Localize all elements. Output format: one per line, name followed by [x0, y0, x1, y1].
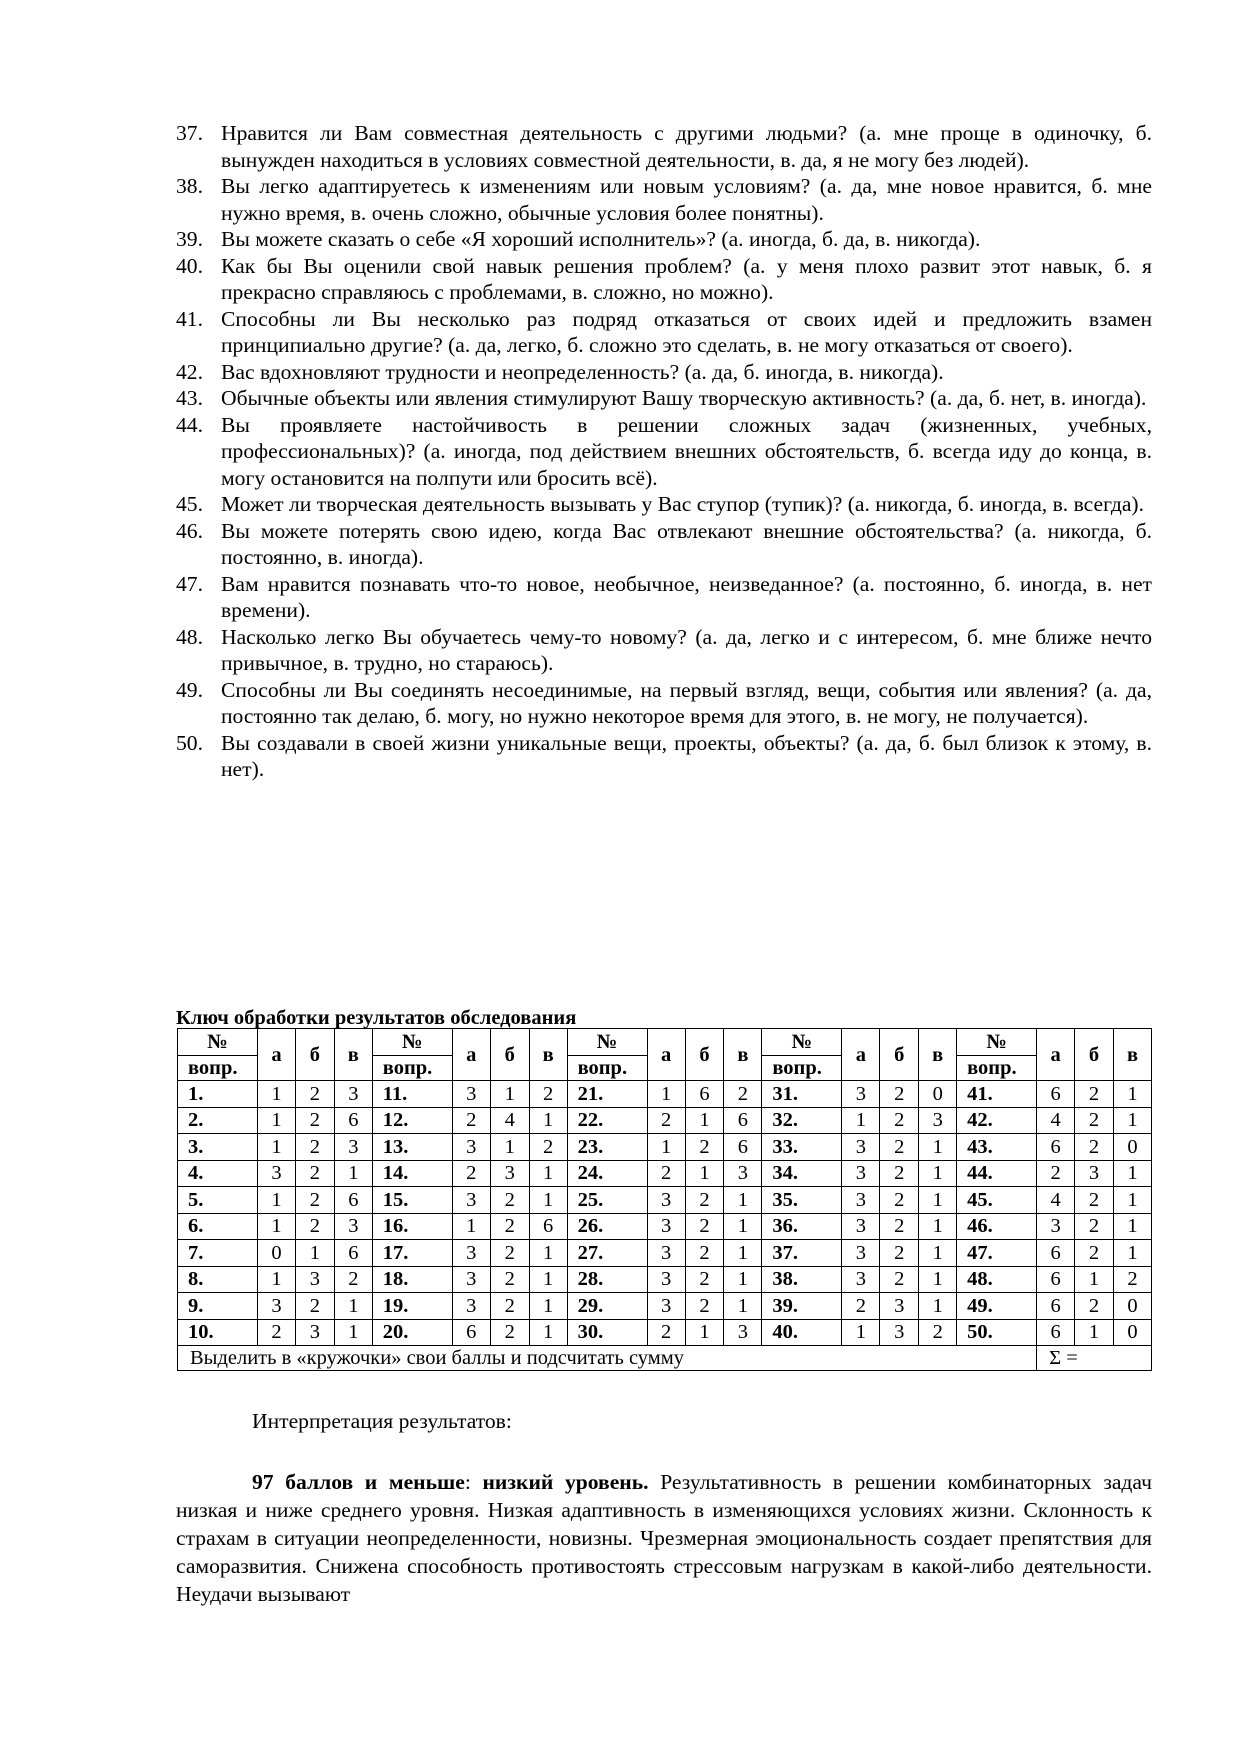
header-answer-letter: а [842, 1029, 880, 1081]
score-cell: 3 [724, 1160, 762, 1187]
question-number-cell: 5. [178, 1187, 258, 1214]
header-answer-letter: а [258, 1029, 296, 1081]
score-cell: 6 [1037, 1240, 1075, 1267]
score-cell: 1 [1114, 1081, 1152, 1108]
score-cell: 6 [1037, 1134, 1075, 1161]
question-text: Нравится ли Вам совместная деятельность с другими людьми? (а. мне проще в одиночку, б. вынужден находиться в условиях совместной деятельности, в. да, я не могу без людей). [221, 121, 1152, 172]
score-cell: 2 [1075, 1081, 1114, 1108]
score-cell: 2 [685, 1134, 724, 1161]
question-number-cell: 27. [567, 1240, 647, 1267]
score-cell: 1 [685, 1107, 724, 1134]
score-cell: 1 [919, 1240, 957, 1267]
question-text: Как бы Вы оценили свой навык решения проблем? (а. у меня плохо развит этот навык, б. я прекрасно справляюсь с проблемами, в. сложно, но можно). [221, 253, 1152, 304]
question-number: 39. [176, 227, 203, 251]
header-question-label: вопр. [567, 1056, 647, 1081]
score-cell: 1 [724, 1240, 762, 1267]
header-number-sign: № [372, 1029, 452, 1056]
score-cell: 2 [1075, 1134, 1114, 1161]
score-cell: 2 [880, 1081, 919, 1108]
score-cell: 1 [529, 1187, 567, 1214]
score-cell: 1 [529, 1293, 567, 1320]
question-number-cell: 34. [762, 1160, 842, 1187]
score-cell: 2 [880, 1240, 919, 1267]
score-cell: 4 [1037, 1187, 1075, 1214]
score-cell: 2 [685, 1266, 724, 1293]
score-cell: 3 [452, 1266, 490, 1293]
question-item [176, 359, 1152, 386]
question-number-cell: 50. [957, 1319, 1037, 1346]
score-cell: 3 [490, 1160, 529, 1187]
score-cell: 3 [842, 1160, 880, 1187]
score-cell: 1 [258, 1134, 296, 1161]
score-cell: 2 [647, 1107, 685, 1134]
question-number-cell: 15. [372, 1187, 452, 1214]
score-cell: 2 [685, 1240, 724, 1267]
question-number: 40. [176, 253, 203, 278]
header-answer-letter: б [490, 1029, 529, 1081]
table-row [178, 1107, 1152, 1134]
question-number-cell: 37. [762, 1240, 842, 1267]
score-cell: 1 [258, 1187, 296, 1214]
question-number-cell: 24. [567, 1160, 647, 1187]
question-number-cell: 49. [957, 1293, 1037, 1320]
score-cell: 6 [1037, 1266, 1075, 1293]
question-item [176, 571, 1152, 624]
question-number: 42. [176, 359, 203, 384]
score-cell: 2 [295, 1160, 334, 1187]
question-item [176, 253, 1152, 306]
score-cell: 1 [490, 1134, 529, 1161]
question-number-cell: 43. [957, 1134, 1037, 1161]
score-cell: 1 [529, 1319, 567, 1346]
question-number-cell: 32. [762, 1107, 842, 1134]
table-row [178, 1134, 1152, 1161]
question-number-cell: 12. [372, 1107, 452, 1134]
score-cell: 3 [452, 1081, 490, 1108]
score-cell: 1 [529, 1107, 567, 1134]
table-row [178, 1319, 1152, 1346]
header-question-label: вопр. [178, 1056, 258, 1081]
header-answer-letter: б [1075, 1029, 1114, 1081]
score-cell: 2 [880, 1213, 919, 1240]
question-number-cell: 4. [178, 1160, 258, 1187]
question-number-cell: 48. [957, 1266, 1037, 1293]
score-cell: 6 [1037, 1293, 1075, 1320]
question-number-cell: 35. [762, 1187, 842, 1214]
question-item [176, 677, 1152, 730]
question-number-cell: 10. [178, 1319, 258, 1346]
score-cell: 1 [1114, 1107, 1152, 1134]
score-cell: 3 [842, 1081, 880, 1108]
score-cell: 2 [880, 1134, 919, 1161]
header-answer-letter: б [685, 1029, 724, 1081]
score-cell: 2 [452, 1160, 490, 1187]
score-cell: 6 [334, 1187, 372, 1214]
score-cell: 3 [258, 1160, 296, 1187]
score-cell: 3 [842, 1266, 880, 1293]
question-number-cell: 28. [567, 1266, 647, 1293]
score-cell: 3 [295, 1319, 334, 1346]
question-number: 38. [176, 174, 203, 198]
header-answer-letter: в [1114, 1029, 1152, 1081]
header-answer-letter: а [1037, 1029, 1075, 1081]
score-cell: 1 [334, 1160, 372, 1187]
question-number-cell: 21. [567, 1081, 647, 1108]
question-number-cell: 30. [567, 1319, 647, 1346]
question-number-cell: 3. [178, 1134, 258, 1161]
score-cell: 2 [685, 1187, 724, 1214]
question-number-cell: 22. [567, 1107, 647, 1134]
score-cell: 2 [880, 1160, 919, 1187]
question-item [176, 412, 1152, 492]
question-number-cell: 39. [762, 1293, 842, 1320]
question-item [176, 120, 1152, 173]
question-number: 45. [176, 492, 203, 516]
score-cell: 6 [724, 1107, 762, 1134]
question-number: 43. [176, 386, 203, 410]
score-cell: 3 [919, 1107, 957, 1134]
score-cell: 1 [1114, 1160, 1152, 1187]
question-list [176, 120, 1152, 783]
header-answer-letter: б [880, 1029, 919, 1081]
question-number-cell: 11. [372, 1081, 452, 1108]
header-answer-letter: в [724, 1029, 762, 1081]
header-question-label: вопр. [762, 1056, 842, 1081]
score-cell: 1 [724, 1213, 762, 1240]
question-text: Вы проявляете настойчивость в решении сложных задач (жизненных, учебных, профессиональных)? (а. иногда, под действием внешних обстоятельств, б. всегда иду до конца, в. могу остановится на полпути или бросить всё). [221, 412, 1152, 490]
score-cell: 0 [1114, 1319, 1152, 1346]
question-number-cell: 36. [762, 1213, 842, 1240]
header-number-sign: № [957, 1029, 1037, 1056]
score-cell: 2 [1075, 1293, 1114, 1320]
question-text: Способны ли Вы соединять несоединимые, на первый взгляд, вещи, события или явления? (а. да, постоянно так делаю, б. могу, но нужно некоторое время для этого, в. не могу, не получается). [221, 677, 1152, 728]
score-cell: 2 [490, 1319, 529, 1346]
footer-instruction: Выделить в «кружочки» свои баллы и подсчитать сумму [178, 1346, 1037, 1371]
score-cell: 6 [334, 1107, 372, 1134]
question-text: Способны ли Вы несколько раз подряд отказаться от своих идей и предложить взамен принципиально другие? (а. да, легко, б. сложно это сделать, в. не могу отказаться от своего). [221, 306, 1152, 357]
question-number-cell: 25. [567, 1187, 647, 1214]
score-cell: 1 [490, 1081, 529, 1108]
score-cell: 6 [334, 1240, 372, 1267]
score-cell: 2 [685, 1213, 724, 1240]
score-cell: 1 [529, 1240, 567, 1267]
question-number-cell: 14. [372, 1160, 452, 1187]
score-cell: 2 [490, 1293, 529, 1320]
score-cell: 2 [258, 1319, 296, 1346]
table-row [178, 1160, 1152, 1187]
question-number-cell: 2. [178, 1107, 258, 1134]
score-cell: 1 [724, 1266, 762, 1293]
question-text: Обычные объекты или явления стимулируют Вашу творческую активность? (а. да, б. нет, в. иногда). [221, 386, 1147, 410]
score-cell: 3 [452, 1134, 490, 1161]
question-number-cell: 13. [372, 1134, 452, 1161]
score-cell: 3 [842, 1213, 880, 1240]
score-cell: 1 [919, 1134, 957, 1161]
score-cell: 6 [529, 1213, 567, 1240]
score-cell: 1 [1114, 1187, 1152, 1214]
score-range: 97 баллов и меньше [252, 1470, 465, 1494]
score-cell: 1 [647, 1134, 685, 1161]
question-number-cell: 38. [762, 1266, 842, 1293]
table-row [178, 1266, 1152, 1293]
score-cell: 1 [1114, 1213, 1152, 1240]
question-number-cell: 26. [567, 1213, 647, 1240]
score-cell: 3 [452, 1187, 490, 1214]
score-cell: 6 [452, 1319, 490, 1346]
score-cell: 0 [258, 1240, 296, 1267]
question-number-cell: 1. [178, 1081, 258, 1108]
score-cell: 1 [529, 1160, 567, 1187]
score-cell: 3 [647, 1187, 685, 1214]
question-text: Вы можете сказать о себе «Я хороший исполнитель»? (а. иногда, б. да, в. никогда). [221, 227, 981, 251]
score-cell: 1 [1075, 1319, 1114, 1346]
key-header-row [178, 1029, 1152, 1056]
question-number-cell: 41. [957, 1081, 1037, 1108]
score-cell: 2 [295, 1081, 334, 1108]
question-number-cell: 20. [372, 1319, 452, 1346]
header-answer-letter: в [919, 1029, 957, 1081]
header-answer-letter: а [452, 1029, 490, 1081]
score-cell: 3 [647, 1293, 685, 1320]
score-cell: 2 [1075, 1187, 1114, 1214]
score-cell: 1 [685, 1319, 724, 1346]
score-cell: 3 [647, 1266, 685, 1293]
header-number-sign: № [567, 1029, 647, 1056]
question-number-cell: 44. [957, 1160, 1037, 1187]
question-text: Вы легко адаптируетесь к изменениям или новым условиям? (а. да, мне новое нравится, б. мне нужно время, в. очень сложно, обычные условия более понятны). [221, 174, 1152, 225]
score-cell: 3 [842, 1240, 880, 1267]
score-cell: 3 [842, 1187, 880, 1214]
question-number-cell: 6. [178, 1213, 258, 1240]
level-description: Результативность в решении комбинаторных задач низкая и ниже среднего уровня. Низкая адаптивность в изменяющихся условиях жизни. Склонность к страхам в ситуации неопределенности, новизны. Чрезмерная эмоциональность создает препятствия для саморазвития. Снижена способность противостоять стрессовым нагрузкам в какой-либо деятельности. Неудачи вызывают [176, 1470, 1152, 1606]
key-footer-row [178, 1346, 1152, 1371]
question-number: 41. [176, 306, 203, 331]
question-number-cell: 31. [762, 1081, 842, 1108]
table-row [178, 1187, 1152, 1214]
header-number-sign: № [178, 1029, 258, 1056]
question-number-cell: 9. [178, 1293, 258, 1320]
table-row [178, 1293, 1152, 1320]
question-number-cell: 17. [372, 1240, 452, 1267]
score-cell: 1 [1075, 1266, 1114, 1293]
question-text: Может ли творческая деятельность вызывать у Вас ступор (тупик)? (а. никогда, б. иногда, в. всегда). [221, 492, 1145, 516]
score-cell: 3 [452, 1293, 490, 1320]
score-cell: 1 [724, 1293, 762, 1320]
score-cell: 1 [295, 1240, 334, 1267]
question-text: Вас вдохновляют трудности и неопределенность? (а. да, б. иногда, в. никогда). [221, 359, 944, 384]
score-cell: 3 [880, 1319, 919, 1346]
question-number-cell: 45. [957, 1187, 1037, 1214]
header-question-label: вопр. [957, 1056, 1037, 1081]
interpretation-paragraph [176, 1468, 1152, 1608]
question-item [176, 385, 1152, 412]
question-item [176, 226, 1152, 253]
question-number: 44. [176, 412, 203, 437]
score-cell: 2 [295, 1134, 334, 1161]
question-text: Вы можете потерять свою идею, когда Вас отвлекают внешние обстоятельства? (а. никогда, б. постоянно, в. иногда). [221, 518, 1152, 569]
score-cell: 6 [685, 1081, 724, 1108]
question-item [176, 730, 1152, 783]
score-cell: 2 [295, 1107, 334, 1134]
question-item [176, 173, 1152, 226]
score-cell: 2 [1114, 1266, 1152, 1293]
question-number-cell: 16. [372, 1213, 452, 1240]
score-cell: 3 [452, 1240, 490, 1267]
question-text: Вам нравится познавать что-то новое, необычное, неизведанное? (а. постоянно, б. иногда, в. нет времени). [221, 571, 1152, 622]
question-number-cell: 19. [372, 1293, 452, 1320]
score-cell: 2 [842, 1293, 880, 1320]
question-number-cell: 7. [178, 1240, 258, 1267]
level-name: низкий уровень. [482, 1470, 649, 1494]
score-cell: 3 [334, 1081, 372, 1108]
score-cell: 1 [334, 1319, 372, 1346]
score-cell: 2 [490, 1213, 529, 1240]
score-cell: 3 [1037, 1213, 1075, 1240]
range-colon: : [464, 1470, 483, 1494]
header-answer-letter: в [334, 1029, 372, 1081]
score-cell: 2 [647, 1160, 685, 1187]
score-cell: 0 [1114, 1134, 1152, 1161]
score-cell: 1 [529, 1266, 567, 1293]
score-cell: 1 [919, 1160, 957, 1187]
question-text: Насколько легко Вы обучаетесь чему-то новому? (а. да, легко и с интересом, б. мне ближе нечто привычное, в. трудно, но стараюсь). [221, 624, 1152, 675]
question-number: 50. [176, 730, 203, 755]
score-cell: 0 [1114, 1293, 1152, 1320]
question-number-cell: 18. [372, 1266, 452, 1293]
score-cell: 2 [490, 1240, 529, 1267]
score-cell: 2 [880, 1187, 919, 1214]
score-cell: 0 [919, 1081, 957, 1108]
score-cell: 2 [295, 1213, 334, 1240]
score-cell: 1 [258, 1081, 296, 1108]
score-cell: 6 [1037, 1319, 1075, 1346]
score-cell: 6 [724, 1134, 762, 1161]
header-number-sign: № [762, 1029, 842, 1056]
score-cell: 2 [880, 1107, 919, 1134]
header-answer-letter: а [647, 1029, 685, 1081]
question-number-cell: 29. [567, 1293, 647, 1320]
score-cell: 1 [334, 1293, 372, 1320]
question-number-cell: 33. [762, 1134, 842, 1161]
score-cell: 1 [724, 1187, 762, 1214]
score-cell: 2 [295, 1187, 334, 1214]
question-item [176, 518, 1152, 571]
score-cell: 3 [842, 1134, 880, 1161]
score-cell: 1 [1114, 1240, 1152, 1267]
score-cell: 3 [647, 1213, 685, 1240]
score-cell: 2 [685, 1293, 724, 1320]
score-cell: 2 [1075, 1213, 1114, 1240]
question-item [176, 491, 1152, 518]
score-cell: 3 [334, 1213, 372, 1240]
score-cell: 3 [1075, 1160, 1114, 1187]
score-cell: 1 [919, 1187, 957, 1214]
score-cell: 1 [842, 1107, 880, 1134]
score-cell: 2 [1075, 1240, 1114, 1267]
score-cell: 2 [490, 1187, 529, 1214]
score-cell: 1 [842, 1319, 880, 1346]
question-number-cell: 42. [957, 1107, 1037, 1134]
score-cell: 3 [724, 1319, 762, 1346]
header-question-label: вопр. [372, 1056, 452, 1081]
score-cell: 4 [490, 1107, 529, 1134]
question-number: 49. [176, 677, 203, 702]
question-number: 46. [176, 518, 203, 543]
question-number-cell: 8. [178, 1266, 258, 1293]
score-cell: 3 [295, 1266, 334, 1293]
question-item [176, 306, 1152, 359]
score-cell: 1 [919, 1266, 957, 1293]
score-cell: 3 [334, 1134, 372, 1161]
header-answer-letter: в [529, 1029, 567, 1081]
table-row [178, 1081, 1152, 1108]
question-text: Вы создавали в своей жизни уникальные вещи, проекты, объекты? (а. да, б. был близок к этому, в. нет). [221, 730, 1152, 781]
key-title: Ключ обработки результатов обследования [176, 1007, 577, 1029]
score-cell: 1 [452, 1213, 490, 1240]
score-cell: 1 [258, 1213, 296, 1240]
score-cell: 1 [919, 1293, 957, 1320]
score-cell: 1 [919, 1213, 957, 1240]
score-cell: 2 [452, 1107, 490, 1134]
score-cell: 2 [1075, 1107, 1114, 1134]
score-cell: 2 [880, 1266, 919, 1293]
question-item [176, 624, 1152, 677]
score-cell: 6 [1037, 1081, 1075, 1108]
score-cell: 3 [647, 1240, 685, 1267]
question-number-cell: 47. [957, 1240, 1037, 1267]
score-cell: 4 [1037, 1107, 1075, 1134]
key-table [177, 1028, 1152, 1371]
score-cell: 2 [490, 1266, 529, 1293]
question-number-cell: 40. [762, 1319, 842, 1346]
score-cell: 2 [334, 1266, 372, 1293]
question-number-cell: 46. [957, 1213, 1037, 1240]
score-cell: 2 [295, 1293, 334, 1320]
question-number: 48. [176, 624, 203, 649]
score-cell: 1 [258, 1266, 296, 1293]
score-cell: 2 [529, 1081, 567, 1108]
score-cell: 3 [880, 1293, 919, 1320]
score-cell: 2 [1037, 1160, 1075, 1187]
score-cell: 3 [258, 1293, 296, 1320]
sum-cell: Σ = [1037, 1346, 1152, 1371]
question-number: 47. [176, 571, 203, 596]
table-row [178, 1240, 1152, 1267]
interpretation-title: Интерпретация результатов: [252, 1409, 512, 1433]
header-answer-letter: б [295, 1029, 334, 1081]
score-cell: 2 [529, 1134, 567, 1161]
score-cell: 2 [724, 1081, 762, 1108]
table-row [178, 1213, 1152, 1240]
score-cell: 2 [919, 1319, 957, 1346]
score-cell: 1 [685, 1160, 724, 1187]
score-cell: 2 [647, 1319, 685, 1346]
question-number: 37. [176, 121, 203, 145]
score-cell: 1 [647, 1081, 685, 1108]
question-number-cell: 23. [567, 1134, 647, 1161]
score-cell: 1 [258, 1107, 296, 1134]
